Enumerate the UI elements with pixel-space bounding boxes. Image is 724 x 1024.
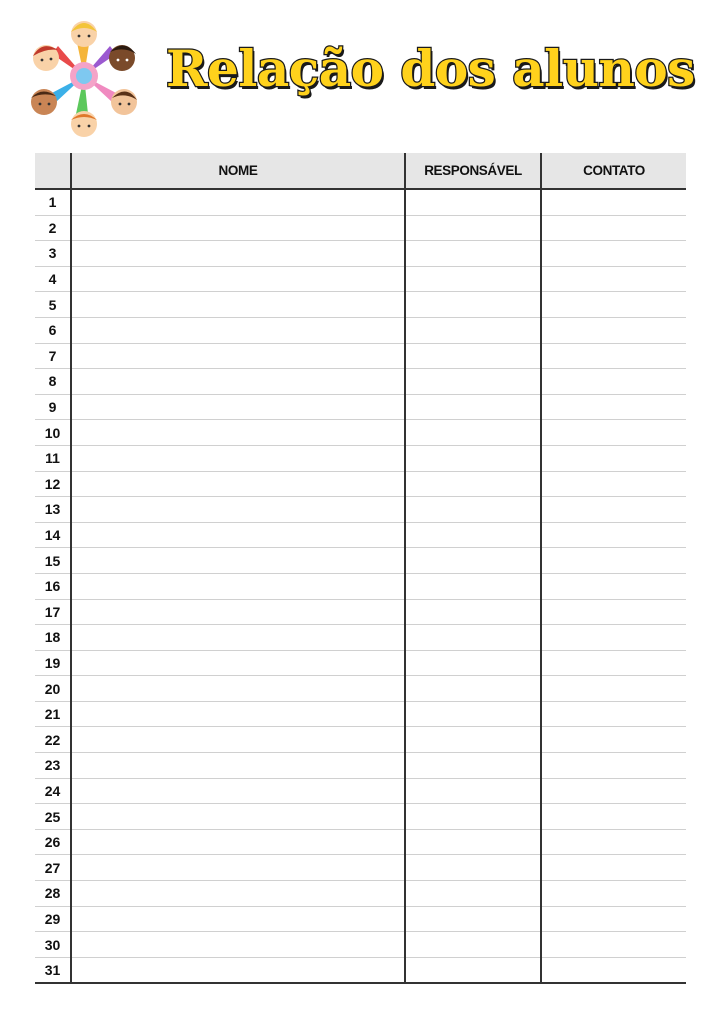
- responsavel-cell[interactable]: [405, 497, 541, 523]
- table-row: [35, 804, 686, 830]
- contato-cell[interactable]: [541, 522, 686, 548]
- contato-cell[interactable]: [541, 369, 686, 395]
- nome-cell[interactable]: [71, 369, 405, 395]
- responsavel-cell[interactable]: [405, 573, 541, 599]
- responsavel-cell[interactable]: [405, 369, 541, 395]
- responsavel-cell[interactable]: [405, 548, 541, 574]
- nome-cell[interactable]: [71, 241, 405, 267]
- nome-cell[interactable]: [71, 215, 405, 241]
- nome-cell[interactable]: [71, 522, 405, 548]
- contato-cell[interactable]: [541, 394, 686, 420]
- contato-cell[interactable]: [541, 317, 686, 343]
- table-row: [35, 241, 686, 267]
- table-row: [35, 420, 686, 446]
- table-header-row: [35, 153, 686, 189]
- table-row: [35, 266, 686, 292]
- nome-cell[interactable]: [71, 343, 405, 369]
- contato-cell[interactable]: [541, 292, 686, 318]
- contato-cell[interactable]: [541, 189, 686, 215]
- responsavel-cell[interactable]: [405, 343, 541, 369]
- responsavel-cell[interactable]: [405, 292, 541, 318]
- responsavel-cell[interactable]: [405, 932, 541, 958]
- kid-face-top: [71, 21, 97, 47]
- nome-cell[interactable]: [71, 497, 405, 523]
- responsavel-cell[interactable]: [405, 727, 541, 753]
- row-number: 24: [35, 778, 71, 804]
- student-list-table: [35, 153, 686, 984]
- contato-cell[interactable]: [541, 906, 686, 932]
- column-header-responsavel: RESPONSÁVEL: [405, 153, 541, 189]
- row-number: 26: [35, 829, 71, 855]
- nome-cell[interactable]: [71, 471, 405, 497]
- kid-face-topright: [109, 45, 136, 71]
- kid-face-bottom: [71, 111, 97, 137]
- responsavel-cell[interactable]: [405, 701, 541, 727]
- table-row: [35, 727, 686, 753]
- responsavel-cell[interactable]: [405, 778, 541, 804]
- nome-cell[interactable]: [71, 292, 405, 318]
- table-row: [35, 778, 686, 804]
- table-row: [35, 881, 686, 907]
- kid-face-bottomright: [111, 89, 137, 115]
- row-number: 29: [35, 906, 71, 932]
- responsavel-cell[interactable]: [405, 522, 541, 548]
- contato-cell[interactable]: [541, 932, 686, 958]
- row-number: 1: [35, 189, 71, 215]
- row-number: 17: [35, 599, 71, 625]
- nome-cell[interactable]: [71, 753, 405, 779]
- row-number: 20: [35, 676, 71, 702]
- table-row: [35, 906, 686, 932]
- table-row: [35, 445, 686, 471]
- table-row: [35, 753, 686, 779]
- responsavel-cell[interactable]: [405, 241, 541, 267]
- responsavel-cell[interactable]: [405, 420, 541, 446]
- table-row: [35, 625, 686, 651]
- row-number: 22: [35, 727, 71, 753]
- row-number: 30: [35, 932, 71, 958]
- nome-cell[interactable]: [71, 266, 405, 292]
- nome-cell[interactable]: [71, 548, 405, 574]
- children-circle-logo: [24, 14, 144, 140]
- nome-cell[interactable]: [71, 829, 405, 855]
- nome-cell[interactable]: [71, 957, 405, 983]
- table-body: [35, 189, 686, 983]
- nome-cell[interactable]: [71, 881, 405, 907]
- table-row: [35, 548, 686, 574]
- table-row: [35, 599, 686, 625]
- arms-icon: [50, 38, 118, 114]
- nome-cell[interactable]: [71, 650, 405, 676]
- responsavel-cell[interactable]: [405, 804, 541, 830]
- nome-cell[interactable]: [71, 394, 405, 420]
- nome-cell[interactable]: [71, 189, 405, 215]
- nome-cell[interactable]: [71, 625, 405, 651]
- nome-cell[interactable]: [71, 932, 405, 958]
- responsavel-cell[interactable]: [405, 599, 541, 625]
- nome-cell[interactable]: [71, 906, 405, 932]
- table-row: [35, 573, 686, 599]
- responsavel-cell[interactable]: [405, 317, 541, 343]
- responsavel-cell[interactable]: [405, 881, 541, 907]
- responsavel-cell[interactable]: [405, 215, 541, 241]
- table-row: [35, 497, 686, 523]
- nome-cell[interactable]: [71, 676, 405, 702]
- table-row: [35, 932, 686, 958]
- row-number: 3: [35, 241, 71, 267]
- responsavel-cell[interactable]: [405, 906, 541, 932]
- responsavel-cell[interactable]: [405, 445, 541, 471]
- row-number: 21: [35, 701, 71, 727]
- nome-cell[interactable]: [71, 804, 405, 830]
- nome-cell[interactable]: [71, 778, 405, 804]
- contato-cell[interactable]: [541, 625, 686, 651]
- contato-cell[interactable]: [541, 727, 686, 753]
- contato-cell[interactable]: [541, 599, 686, 625]
- responsavel-cell[interactable]: [405, 189, 541, 215]
- kid-face-topleft: [33, 45, 59, 71]
- contato-cell[interactable]: [541, 215, 686, 241]
- contato-cell[interactable]: [541, 266, 686, 292]
- contato-cell[interactable]: [541, 343, 686, 369]
- nome-cell[interactable]: [71, 317, 405, 343]
- row-number: 12: [35, 471, 71, 497]
- row-number: 11: [35, 445, 71, 471]
- row-number: 2: [35, 215, 71, 241]
- row-number: 8: [35, 369, 71, 395]
- contato-cell[interactable]: [541, 701, 686, 727]
- contato-cell[interactable]: [541, 753, 686, 779]
- contato-cell[interactable]: [541, 881, 686, 907]
- contato-cell[interactable]: [541, 445, 686, 471]
- table-row: [35, 189, 686, 215]
- nome-cell[interactable]: [71, 420, 405, 446]
- nome-cell[interactable]: [71, 701, 405, 727]
- row-number: 6: [35, 317, 71, 343]
- table-row: [35, 855, 686, 881]
- kid-face-bottomleft: [31, 89, 57, 115]
- row-number: 14: [35, 522, 71, 548]
- responsavel-cell[interactable]: [405, 676, 541, 702]
- responsavel-cell[interactable]: [405, 957, 541, 983]
- responsavel-cell[interactable]: [405, 855, 541, 881]
- nome-cell[interactable]: [71, 573, 405, 599]
- table-row: [35, 650, 686, 676]
- row-number: 4: [35, 266, 71, 292]
- table-row: [35, 394, 686, 420]
- contato-cell[interactable]: [541, 855, 686, 881]
- table-row: [35, 343, 686, 369]
- table-row: [35, 701, 686, 727]
- contato-cell[interactable]: [541, 420, 686, 446]
- row-number: 13: [35, 497, 71, 523]
- responsavel-cell[interactable]: [405, 829, 541, 855]
- nome-cell[interactable]: [71, 855, 405, 881]
- row-number: 16: [35, 573, 71, 599]
- contato-cell[interactable]: [541, 829, 686, 855]
- nome-cell[interactable]: [71, 727, 405, 753]
- contato-cell[interactable]: [541, 778, 686, 804]
- row-number: 31: [35, 957, 71, 983]
- row-number: 9: [35, 394, 71, 420]
- responsavel-cell[interactable]: [405, 650, 541, 676]
- contato-cell[interactable]: [541, 650, 686, 676]
- table-row: [35, 317, 686, 343]
- contato-cell[interactable]: [541, 471, 686, 497]
- nome-cell[interactable]: [71, 445, 405, 471]
- responsavel-cell[interactable]: [405, 625, 541, 651]
- table-row: [35, 369, 686, 395]
- row-number: 10: [35, 420, 71, 446]
- column-header-contato: CONTATO: [541, 153, 686, 189]
- table-row: [35, 522, 686, 548]
- contato-cell[interactable]: [541, 676, 686, 702]
- nome-cell[interactable]: [71, 599, 405, 625]
- row-number: 5: [35, 292, 71, 318]
- row-number: 7: [35, 343, 71, 369]
- table-row: [35, 215, 686, 241]
- column-header-nome: NOME: [71, 153, 405, 189]
- contato-cell[interactable]: [541, 573, 686, 599]
- row-number: 27: [35, 855, 71, 881]
- contato-cell[interactable]: [541, 804, 686, 830]
- responsavel-cell[interactable]: [405, 471, 541, 497]
- contato-cell[interactable]: [541, 548, 686, 574]
- row-number: 18: [35, 625, 71, 651]
- table-row: [35, 292, 686, 318]
- table-row: [35, 471, 686, 497]
- responsavel-cell[interactable]: [405, 394, 541, 420]
- row-number: 23: [35, 753, 71, 779]
- row-number: 28: [35, 881, 71, 907]
- row-number: 19: [35, 650, 71, 676]
- page-title: Relação dos alunos: [166, 39, 695, 98]
- table-row: [35, 829, 686, 855]
- row-number: 25: [35, 804, 71, 830]
- responsavel-cell[interactable]: [405, 266, 541, 292]
- table-row: [35, 957, 686, 983]
- contato-cell[interactable]: [541, 241, 686, 267]
- responsavel-cell[interactable]: [405, 753, 541, 779]
- table-row: [35, 676, 686, 702]
- header-number-cell: [35, 153, 71, 189]
- contato-cell[interactable]: [541, 957, 686, 983]
- contato-cell[interactable]: [541, 497, 686, 523]
- row-number: 15: [35, 548, 71, 574]
